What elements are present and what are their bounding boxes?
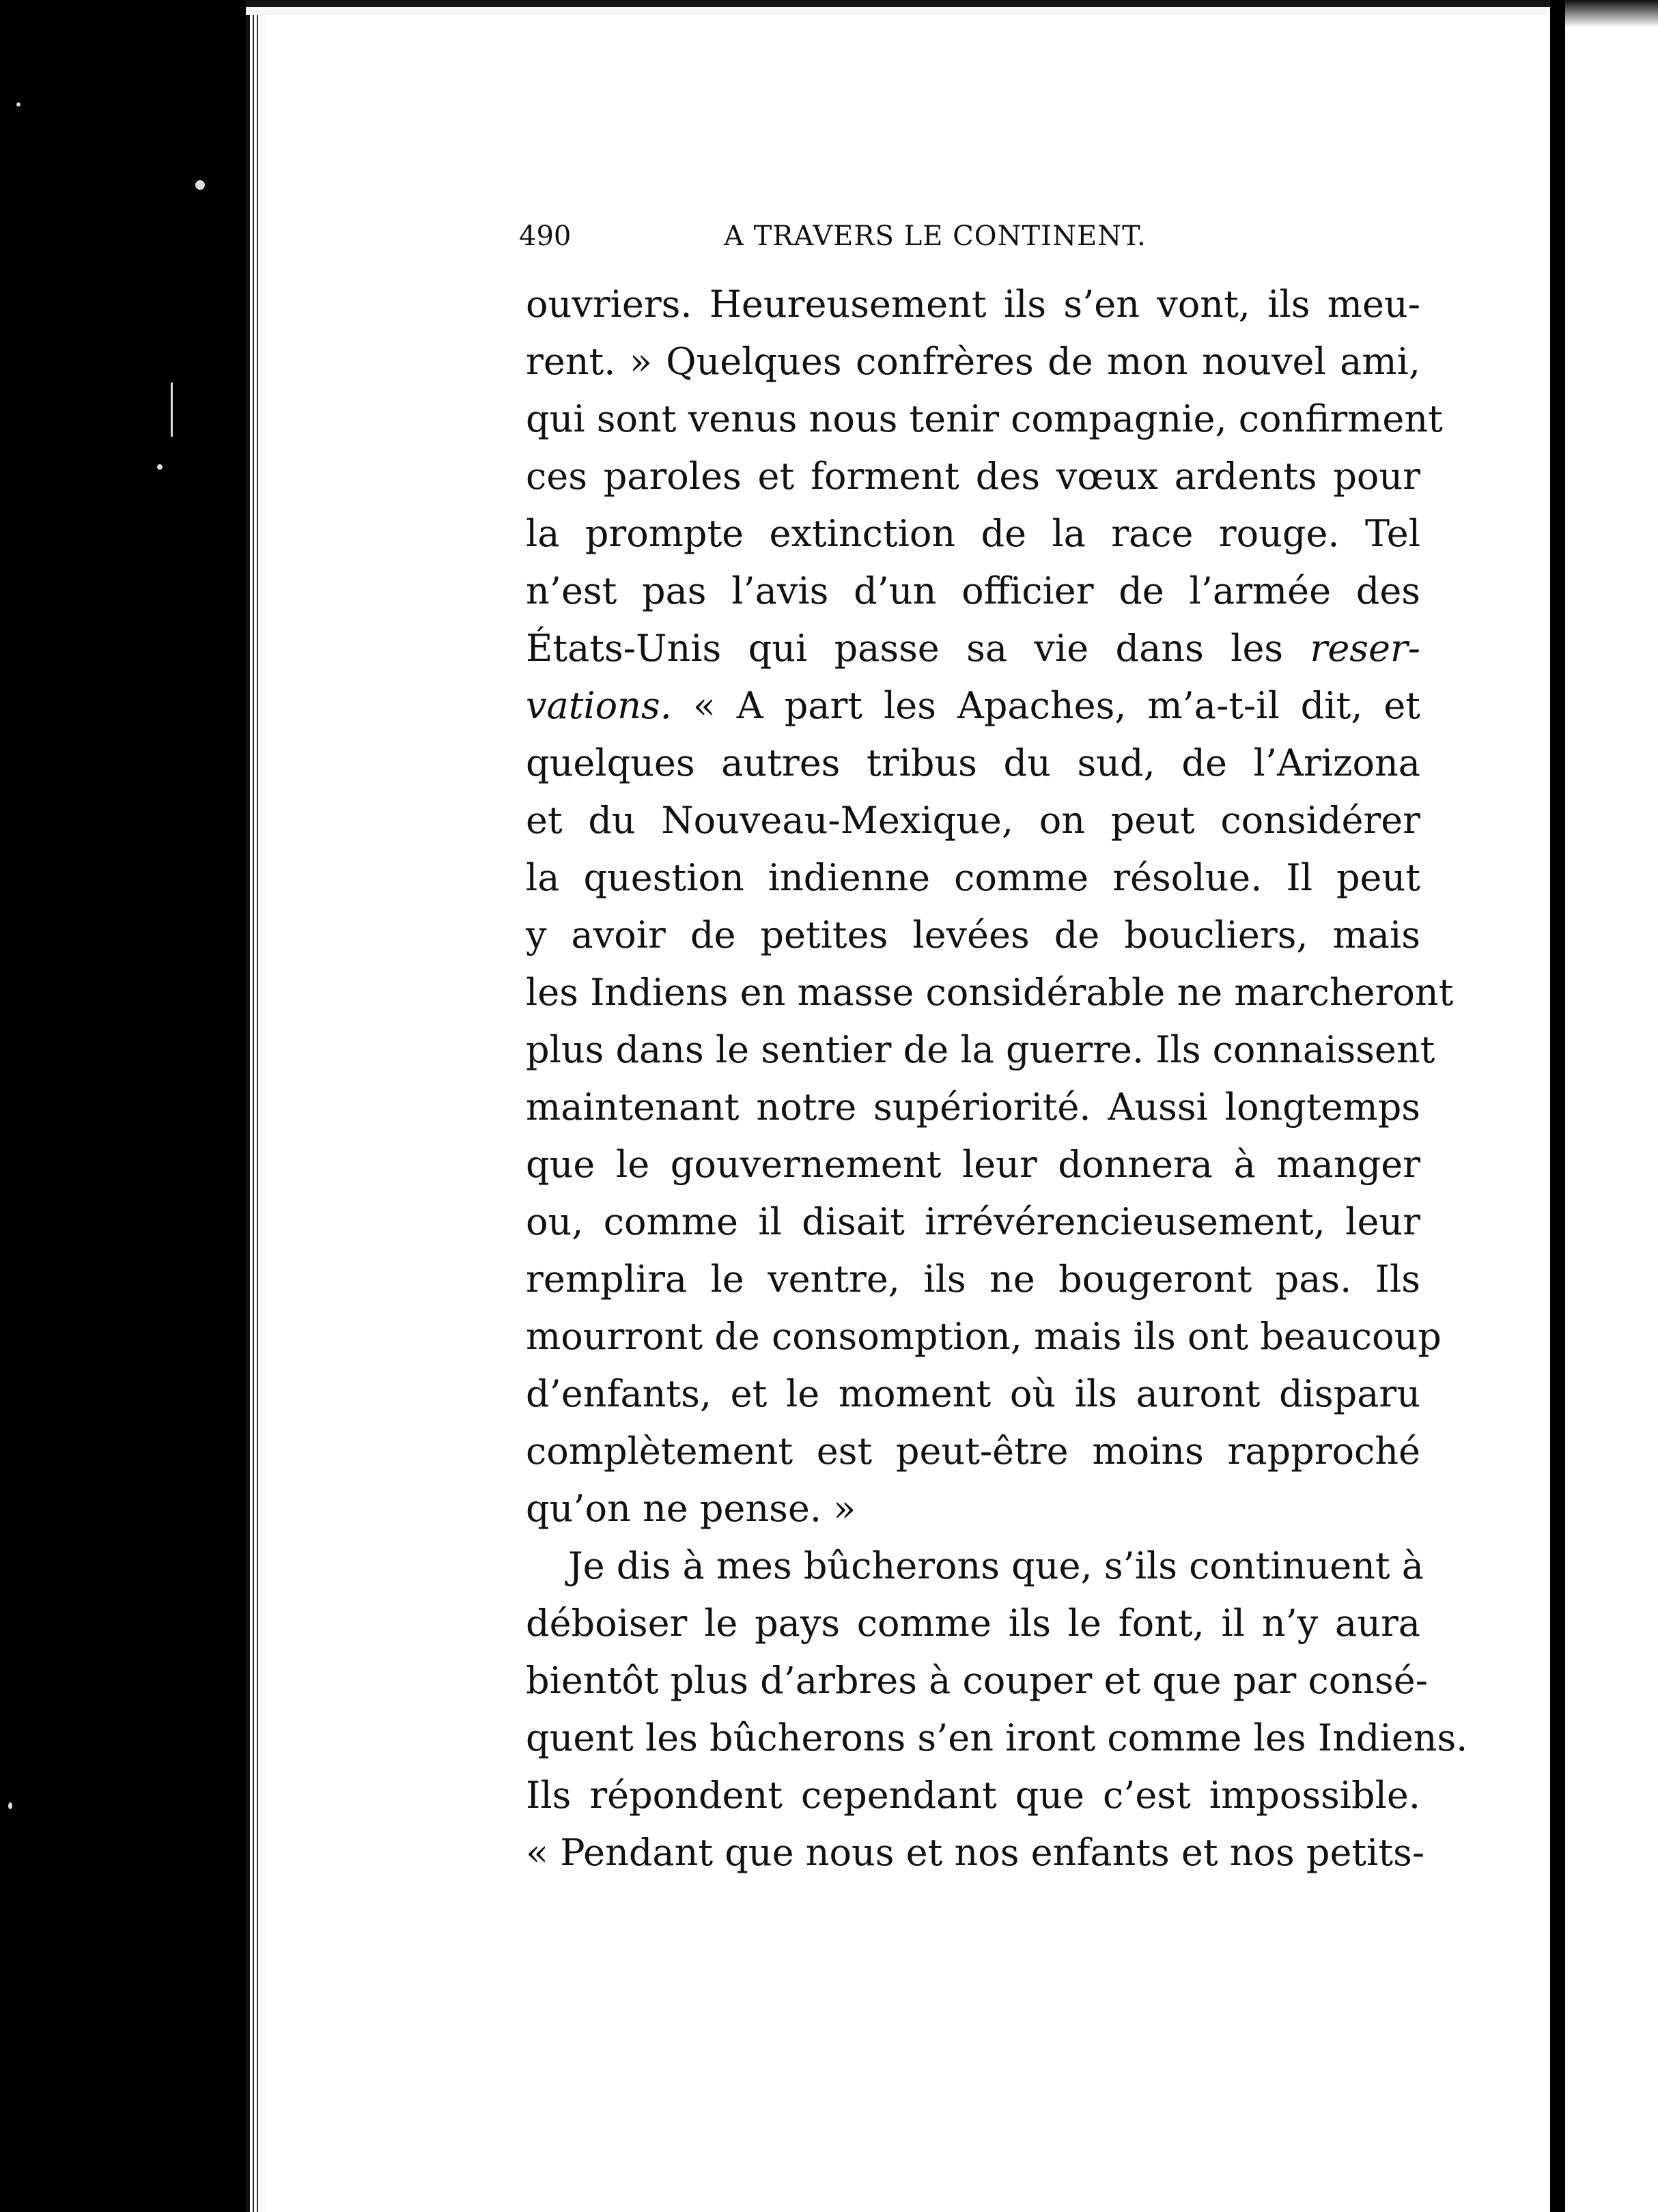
text-line: et du Nouveau-Mexique, on peut considérer: [526, 799, 1420, 842]
text-line: ou, comme il disait irrévérencieusement, leur: [526, 1200, 1420, 1243]
text-line: bientôt plus d’arbres à couper et que par consé-: [526, 1659, 1428, 1702]
text-line: plus dans le sentier de la guerre. Ils connaissent: [526, 1028, 1435, 1071]
text-line: les Indiens en masse considérable ne marcheront: [526, 971, 1454, 1014]
page-number: 490: [519, 221, 572, 252]
text-line: que le gouvernement leur donnera à manger: [526, 1143, 1420, 1186]
text-line: Ils répondent cependant que c’est impossible.: [526, 1774, 1420, 1817]
page-body-text: [526, 276, 1468, 1882]
text-line: « Pendant que nous et nos enfants et nos petits-: [526, 1831, 1425, 1874]
text-segment: « A part les Apaches, m’a-t-il dit, et: [692, 684, 1420, 727]
italic-word: reser-: [1310, 627, 1420, 670]
text-line: rent. » Quelques confrères de mon nouvel ami,: [526, 340, 1420, 383]
page-binding-edge: [246, 0, 265, 2212]
running-header: [519, 217, 1434, 255]
facing-page-edge: [1565, 0, 1658, 2212]
text-line: n’est pas l’avis d’un officier de l’armée des: [526, 569, 1420, 612]
text-line: [526, 677, 1420, 735]
text-line: quent les bûcherons s’en iront comme les Indiens.: [526, 1716, 1468, 1759]
text-line: complètement est peut-être moins rapproché: [526, 1430, 1420, 1473]
page-top-edge: [246, 0, 1557, 15]
text-line: qui sont venus nous tenir compagnie, confirment: [526, 397, 1443, 440]
text-line: remplira le ventre, ils ne bougeront pas. Ils: [526, 1258, 1420, 1301]
running-title: A TRAVERS LE CONTINENT.: [724, 221, 1147, 252]
scan-gutter-right: [1550, 0, 1565, 2212]
text-line: ces paroles et forment des vœux ardents pour: [526, 455, 1420, 498]
text-line: Je dis à mes bûcherons que, s’ils continuent à: [568, 1544, 1424, 1587]
text-line: mourront de consomption, mais ils ont beaucoup: [526, 1315, 1442, 1358]
text-line: ouvriers. Heureusement ils s’en vont, ils meu-: [526, 283, 1420, 326]
text-line: déboiser le pays comme ils le font, il n’y aura: [526, 1602, 1420, 1645]
italic-word: vations.: [526, 684, 672, 727]
text-line: la prompte extinction de la race rouge. Tel: [526, 512, 1420, 555]
text-line: la question indienne comme résolue. Il peut: [526, 856, 1420, 899]
text-line: [526, 620, 1420, 677]
facing-page-top-edge: [1565, 0, 1658, 27]
text-line: y avoir de petites levées de boucliers, mais: [526, 913, 1420, 956]
text-line: d’enfants, et le moment où ils auront disparu: [526, 1372, 1420, 1415]
text-segment: États-Unis qui passe sa vie dans les: [526, 627, 1284, 670]
scan-dark-margin-left: [0, 0, 239, 2212]
text-line: qu’on ne pense. »: [526, 1487, 856, 1530]
text-line: quelques autres tribus du sud, de l’Arizona: [526, 741, 1420, 784]
text-line: maintenant notre supériorité. Aussi longtemps: [526, 1086, 1420, 1129]
